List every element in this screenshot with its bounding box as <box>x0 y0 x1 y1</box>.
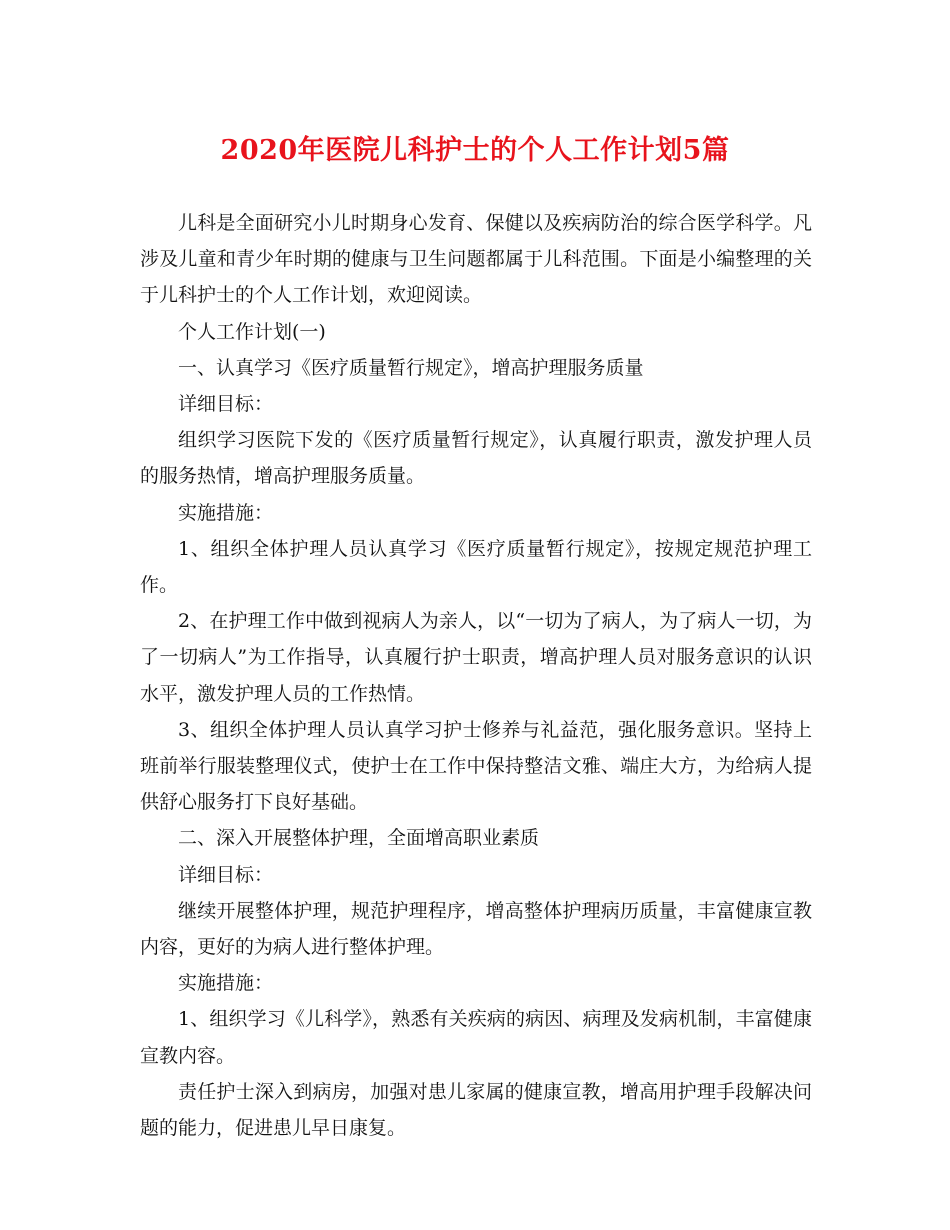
measures-label: 实施措施： <box>178 501 274 524</box>
goal-paragraph: 继续开展整体护理，规范护理程序，增高整体护理病历质量，丰富健康宣教内容，更好的为病人进行整体护理。 <box>140 899 812 959</box>
section-heading-two: 二、深入开展整体护理，全面增高职业素质 <box>178 827 540 850</box>
goal-label: 详细目标： <box>178 863 274 886</box>
measures-label: 实施措施： <box>178 972 274 995</box>
measure-item: 3、组织全体护理人员认真学习护士修养与礼益范，强化服务意识。坚持上班前举行服装整理仪式，使护士在工作中保持整洁文雅、端庄大方，为给病人提供舒心服务打下良好基础。 <box>140 718 812 814</box>
section-heading-one: 一、认真学习《医疗质量暂行规定》，增高护理服务质量 <box>178 356 644 379</box>
goal-paragraph: 组织学习医院下发的《医疗质量暂行规定》，认真履行职责，激发护理人员的服务热情，增高护理服务质量。 <box>140 429 812 488</box>
document-title: 2020年医院儿科护士的个人工作计划5篇 <box>220 135 730 166</box>
document-body <box>140 205 812 1146</box>
measure-item: 1、组织学习《儿科学》，熟悉有关疾病的病因、病理及发病机制，丰富健康宣教内容。 <box>140 1008 812 1067</box>
section-heading-plan-one: 个人工作计划(一) <box>178 320 326 343</box>
measure-item: 2、在护理工作中做到视病人为亲人，以“一切为了病人，为了病人一切，为了一切病人”为工作指导，认真履行护士职责，增高护理人员对服务意识的认识水平，激发护理人员的工作热情。 <box>140 610 812 705</box>
goal-label: 详细目标： <box>178 393 274 416</box>
intro-paragraph: 儿科是全面研究小儿时期身心发育、保健以及疾病防治的综合医学科学。凡涉及儿童和青少年时期的健康与卫生问题都属于儿科范围。下面是小编整理的关于儿科护士的个人工作计划，欢迎阅读。 <box>140 212 812 307</box>
body-paragraph: 责任护士深入到病房，加强对患儿家属的健康宣教，增高用护理手段解决问题的能力，促进患儿早日康复。 <box>140 1080 812 1140</box>
measure-item: 1、组织全体护理人员认真学习《医疗质量暂行规定》，按规定规范护理工作。 <box>140 537 812 597</box>
